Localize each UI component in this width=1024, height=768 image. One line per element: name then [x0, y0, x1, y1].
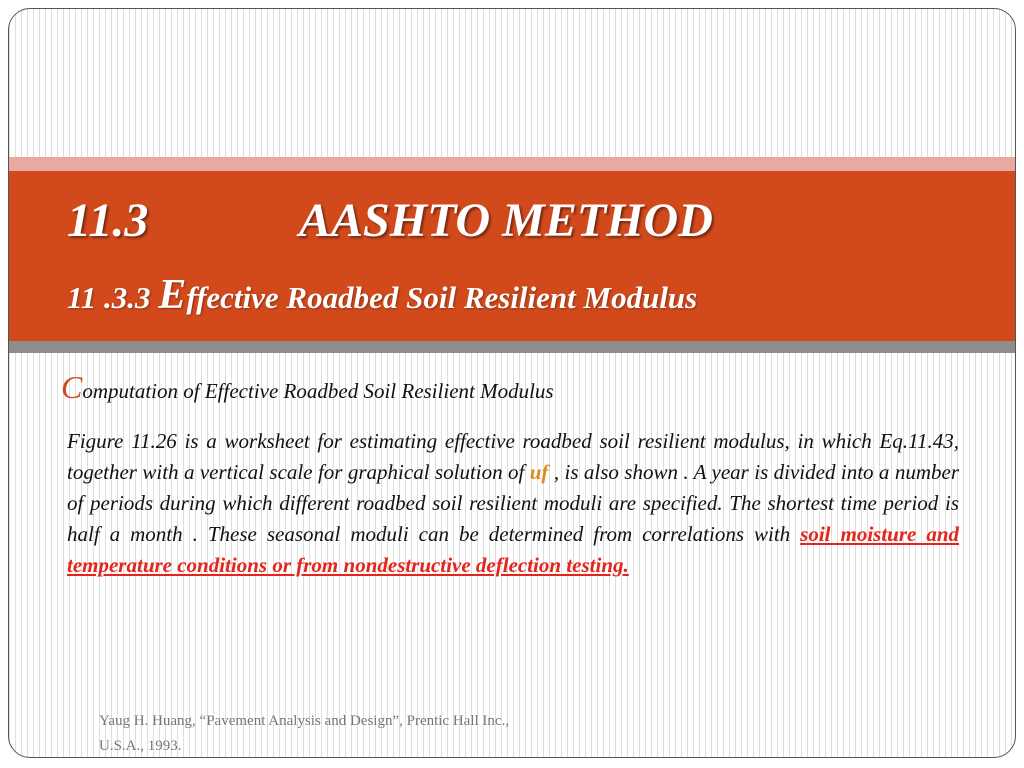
section-number: 11.3	[67, 194, 149, 247]
citation-line-2: U.S.A., 1993.	[99, 738, 182, 754]
body-text-part1: Figure 11.26 is a worksheet for estimating effective roadbed soil resilient modulus, in which Eq.11.43, together with a vertical scale for graphical solution of	[67, 429, 959, 484]
subsection-title	[67, 271, 697, 319]
subsection-initial: E	[158, 272, 187, 318]
highlighted-text: soil moisture and temperature conditions or from nondestructive deflection testing.	[67, 522, 960, 577]
slide	[8, 8, 1016, 758]
citation-line-1: Yaug H. Huang, “Pavement Analysis and Design”, Prentic Hall Inc.,	[99, 713, 510, 729]
subheading-text: omputation of Effective Roadbed Soil Resilient Modulus	[82, 379, 554, 403]
section-title	[67, 193, 713, 248]
subsection-number: 11 .3.3	[67, 280, 151, 315]
subheading-initial: C	[61, 369, 83, 405]
subheading	[61, 369, 554, 406]
citation	[99, 709, 619, 758]
section-name: AASHTO METHOD	[299, 194, 713, 247]
title-band	[9, 171, 1015, 341]
uf-symbol: uf	[529, 460, 549, 484]
body-text-part2: , is also shown . A year is divided into a number of periods during which different roadbed soil resilient moduli are specified. The shortest time period is half a month . These seasonal moduli can be determined from correlations with	[67, 460, 959, 546]
divider-band	[9, 341, 1015, 353]
accent-band	[9, 157, 1015, 171]
subsection-name: ffective Roadbed Soil Resilient Modulus	[186, 280, 698, 315]
body-paragraph	[67, 426, 959, 581]
